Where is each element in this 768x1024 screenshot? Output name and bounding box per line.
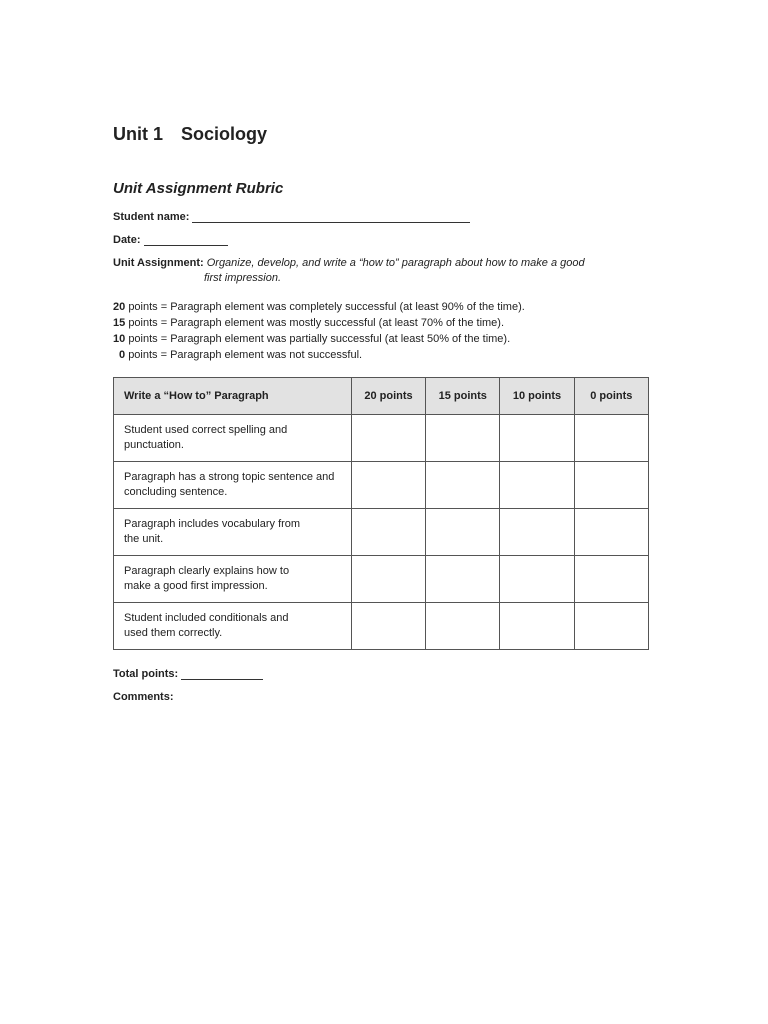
student-name-label: Student name: [113,211,190,223]
student-name-row [113,211,470,223]
criterion-line: Paragraph includes vocabulary from [124,518,301,530]
score-cell-15[interactable] [426,603,500,650]
criterion-cell [114,556,352,603]
table-row [114,415,649,462]
criterion-line: the unit. [124,533,164,545]
comments-label: Comments: [113,691,174,703]
criterion-line: concluding sentence. [124,486,228,498]
score-cell-20[interactable] [351,509,425,556]
criterion-cell [114,603,352,650]
total-points-row [113,668,263,680]
scale-points: 20 [113,301,126,313]
score-cell-0[interactable] [574,556,648,603]
criterion-line: Student used correct spelling and [124,424,288,436]
criterion-line: used them correctly. [124,627,223,639]
table-row [114,556,649,603]
score-cell-15[interactable] [426,509,500,556]
score-cell-15[interactable] [426,415,500,462]
score-cell-10[interactable] [500,462,574,509]
score-cell-10[interactable] [500,556,574,603]
table-row [114,603,649,650]
scale-text: points = Paragraph element was mostly successful (at least 70% of the time). [128,317,505,329]
table-header-row [114,378,649,415]
criteria-header: Write a “How to” Paragraph [114,378,352,415]
scale-points: 0 [119,349,126,361]
score-cell-0[interactable] [574,462,648,509]
scale-text: points = Paragraph element was partially successful (at least 50% of the time). [128,333,511,345]
assignment-label: Unit Assignment: [113,257,204,269]
criterion-line: Student included conditionals and [124,612,289,624]
scale-text: points = Paragraph element was completely successful (at least 90% of the time). [128,301,525,313]
score-cell-0[interactable] [574,603,648,650]
criterion-line: punctuation. [124,439,184,451]
scale-points: 15 [113,317,126,329]
student-name-field[interactable] [192,212,470,223]
total-points-field[interactable] [181,669,263,680]
scale-item [113,315,673,331]
score-cell-10[interactable] [500,603,574,650]
score-cell-20[interactable] [351,415,425,462]
table-row [114,462,649,509]
unit-number: Unit 1 [113,124,164,144]
score-cell-20[interactable] [351,603,425,650]
score-cell-0[interactable] [574,415,648,462]
date-row [113,234,228,246]
assignment-text-line1: Organize, develop, and write a “how to” paragraph about how to make a good [206,257,585,269]
score-cell-0[interactable] [574,509,648,556]
score-cell-20[interactable] [351,462,425,509]
unit-header [113,124,267,145]
total-points-label: Total points: [113,668,179,680]
criterion-cell [114,415,352,462]
rubric-table [113,377,649,650]
scale-text: points = Paragraph element was not successful. [128,349,363,361]
criterion-line: make a good first impression. [124,580,268,592]
score-cell-15[interactable] [426,462,500,509]
date-field[interactable] [144,235,228,246]
assignment-text-line2: first impression. [204,272,282,284]
scale-item [113,347,673,363]
criterion-cell [114,509,352,556]
points-10-header: 10 points [500,378,574,415]
points-0-header: 0 points [574,378,648,415]
criterion-line: Paragraph has a strong topic sentence and [124,471,335,483]
criterion-line: Paragraph clearly explains how to [124,565,290,577]
scale-points: 10 [113,333,126,345]
criterion-cell [114,462,352,509]
rubric-title: Unit Assignment Rubric [113,180,284,197]
points-scale [113,299,673,363]
score-cell-15[interactable] [426,556,500,603]
scale-item [113,331,673,347]
score-cell-10[interactable] [500,509,574,556]
score-cell-20[interactable] [351,556,425,603]
score-cell-10[interactable] [500,415,574,462]
date-label: Date: [113,234,141,246]
assignment-description [113,256,633,286]
unit-title: Sociology [181,124,268,144]
scale-item [113,299,673,315]
table-row [114,509,649,556]
points-20-header: 20 points [351,378,425,415]
points-15-header: 15 points [426,378,500,415]
